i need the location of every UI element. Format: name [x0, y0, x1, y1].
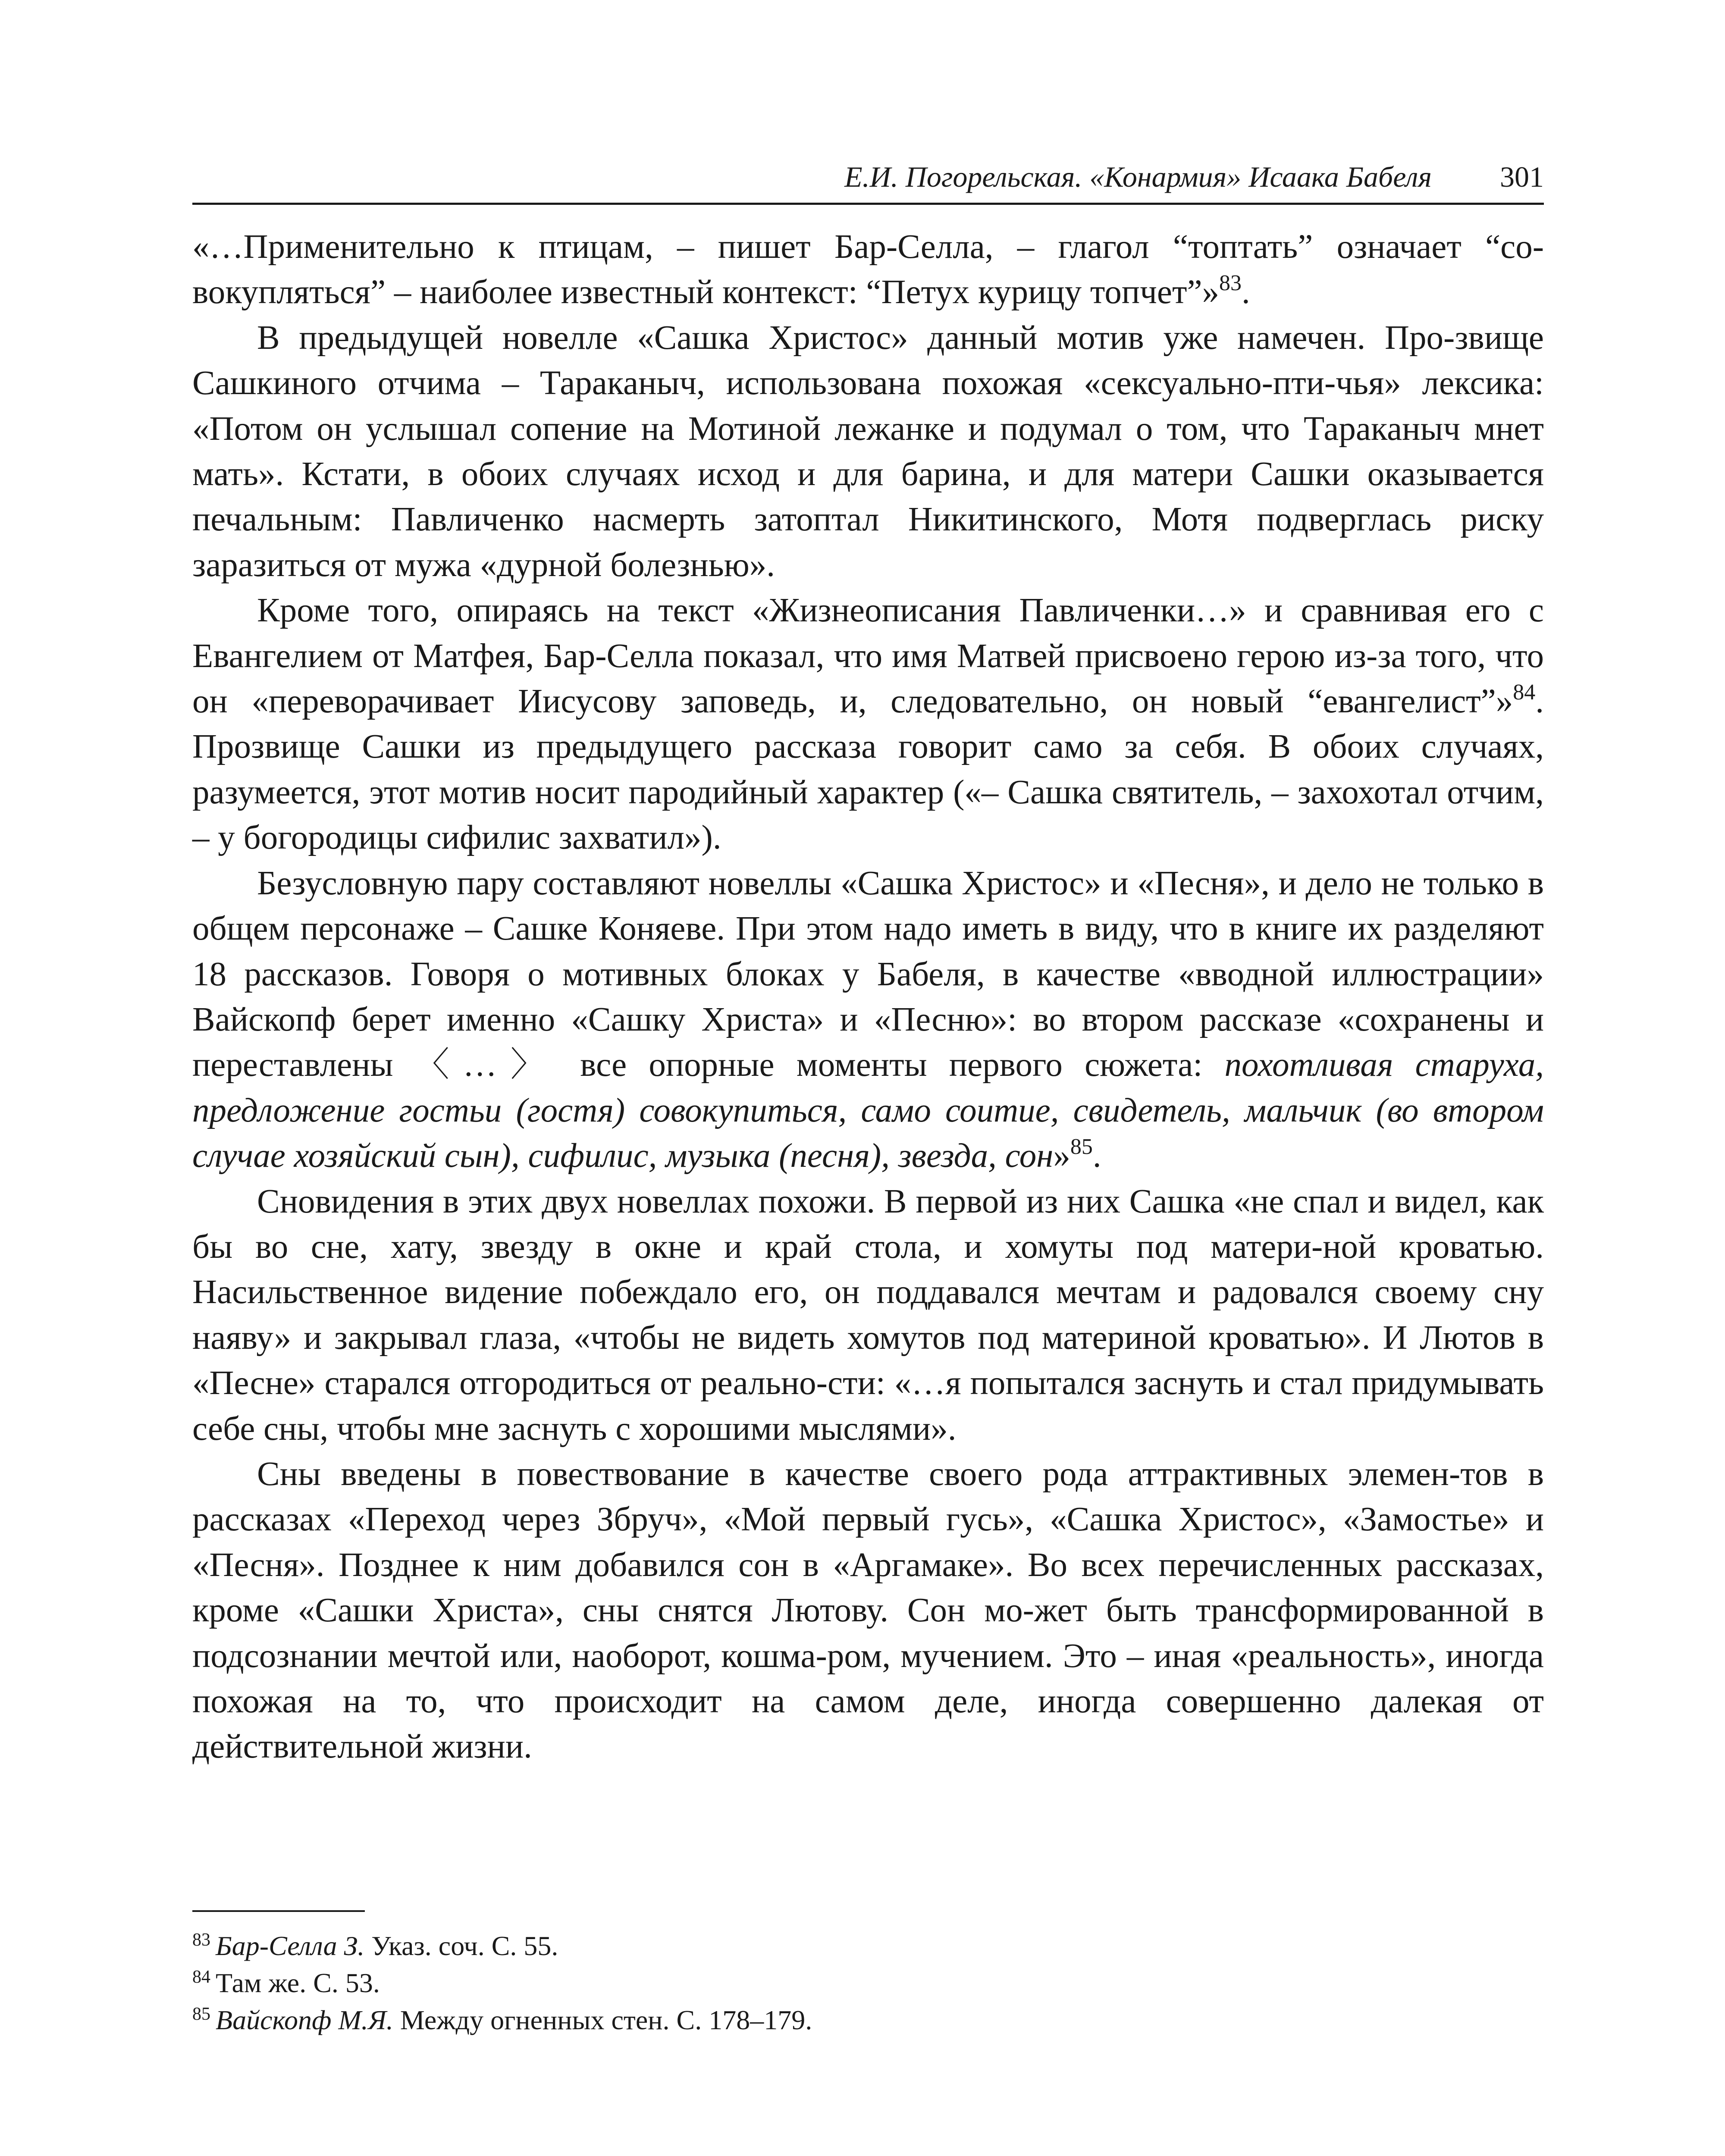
- paragraph-2: В предыдущей новелле «Сашка Христос» данный мотив уже намечен. Про-звище Сашкиного отчима – Тараканыч, использована похожая «сексуально-пти-чья» лексика: «Потом он услышал сопение на Мотиной лежанке и подумал о том, что Тараканыч мнет мать». Кстати, в обоих случаях исход и для барина, и для матери Сашки оказывается печальным: Павличенко насмерть затоптал Никитинского, Мотя подверглась риску заразиться от мужа «дурной болезнью».: [192, 319, 1544, 584]
- footnote-text: Там же. С. 53.: [216, 1968, 380, 1998]
- paragraph-6: Сны введены в повествование в качестве своего рода аттрактивных элемен-тов в рассказах «Переход через Збруч», «Мой первый гусь», «Сашка Христос», «Замостье» и «Песня». Позднее к ним добавился сон в «Аргамаке». Во всех перечисленных рассказах, кроме «Сашки Христа», сны снятся Лютову. Сон мо-жет быть трансформированной в подсознании мечтой или, наоборот, кошма-ром, мучением. Это – иная «реальность», иногда похожая на то, что происходит на самом деле, иногда совершенно далекая от действительной жизни.: [192, 1455, 1544, 1766]
- paragraph-3: [192, 588, 1544, 860]
- footnote-number: 85: [192, 2004, 210, 2024]
- paragraph-5: Сновидения в этих двух новеллах похожи. В первой из них Сашка «не спал и видел, как бы во сне, хату, звезду в окне и край стола, и хомуты под матери-ной кроватью. Насильственное видение побеждало его, он поддавался мечтам и радовался своему сну наяву» и закрывал глаза, «чтобы не видеть хомутов под материной кроватью». И Лютов в «Песне» старался отгородиться от реально-сти: «…я попытался заснуть и стал придумывать себе сны, чтобы мне заснуть с хорошими мыслями».: [192, 1182, 1544, 1448]
- footnote-84: [192, 1965, 1544, 2002]
- page-number: 301: [1500, 160, 1544, 193]
- header-rule: [192, 203, 1544, 205]
- running-title: Е.И. Погорельская. «Конармия» Исаака Бабеля: [844, 160, 1432, 193]
- paragraph-4-italic: похотливая старуха, предложение гостьи (гостя) совокупиться, само соитие, свидетель, мальчик (во втором случае хозяйский сын), сифилис, музыка (песня), звезда, сон: [192, 1046, 1544, 1175]
- paragraph-3-cont: . Прозвище Сашки из предыдущего рассказа говорит само за себя. В обоих случаях, разумеется, этот мотив носит пародийный характер («– Сашка святитель, – захохотал отчим, – у богородицы сифилис захватил»).: [192, 683, 1544, 857]
- footnote-number: 83: [192, 1930, 210, 1950]
- footnote-number: 84: [192, 1967, 210, 1987]
- footnote-author: Вайскопф М.Я.: [216, 2005, 393, 2035]
- footnote-ref-83: 83: [1219, 271, 1242, 296]
- paragraph-4: [192, 861, 1544, 1179]
- footnote-83: [192, 1927, 1544, 1965]
- footnote-85: [192, 2002, 1544, 2039]
- paragraph-4-end: .: [1092, 1137, 1101, 1175]
- footnote-text: Указ. соч. С. 55.: [364, 1930, 558, 1961]
- paragraph-3-text: Кроме того, опираясь на текст «Жизнеописания Павличенки…» и сравнивая его с Евангелием от Матфея, Бар-Селла показал, что имя Матвей присвоено герою из-за того, что он «переворачивает Иисусову заповедь, и, следовательно, он новый “евангелист”»: [192, 592, 1544, 721]
- paragraph-1-end: .: [1242, 273, 1250, 311]
- footnotes: [192, 1927, 1544, 2039]
- body-text: [192, 224, 1544, 1770]
- paragraph-1-text: «…Применительно к птицам, – пишет Бар-Селла, – глагол “топтать” означает “со-вокупляться” – наиболее известный контекст: “Петух курицу топчет”»: [192, 228, 1544, 311]
- footnote-ref-84: 84: [1513, 680, 1536, 705]
- paragraph-4-quote-close: »: [1053, 1137, 1070, 1175]
- footnote-rule: [192, 1910, 365, 1912]
- footnote-ref-85: 85: [1070, 1134, 1093, 1159]
- paragraph-4-text: Безусловную пару составляют новеллы «Сашка Христос» и «Песня», и дело не только в общем персонаже – Сашке Коняеве. При этом надо иметь в виду, что в книге их разделяют 18 рассказов. Говоря о мотивных блоках у Бабеля, в качестве «вводной иллюстрации» Вайскопф берет именно «Сашку Христа» и «Песню»: во втором рассказе «сохранены и переставлены 〈…〉 все опорные моменты первого сюжета:: [192, 864, 1544, 1084]
- footnote-text: Между огненных стен. С. 178–179.: [393, 2005, 812, 2035]
- book-page: [192, 0, 1544, 2156]
- footnote-author: Бар-Селла З.: [216, 1930, 365, 1961]
- running-head: [192, 156, 1544, 197]
- paragraph-1: [192, 224, 1544, 315]
